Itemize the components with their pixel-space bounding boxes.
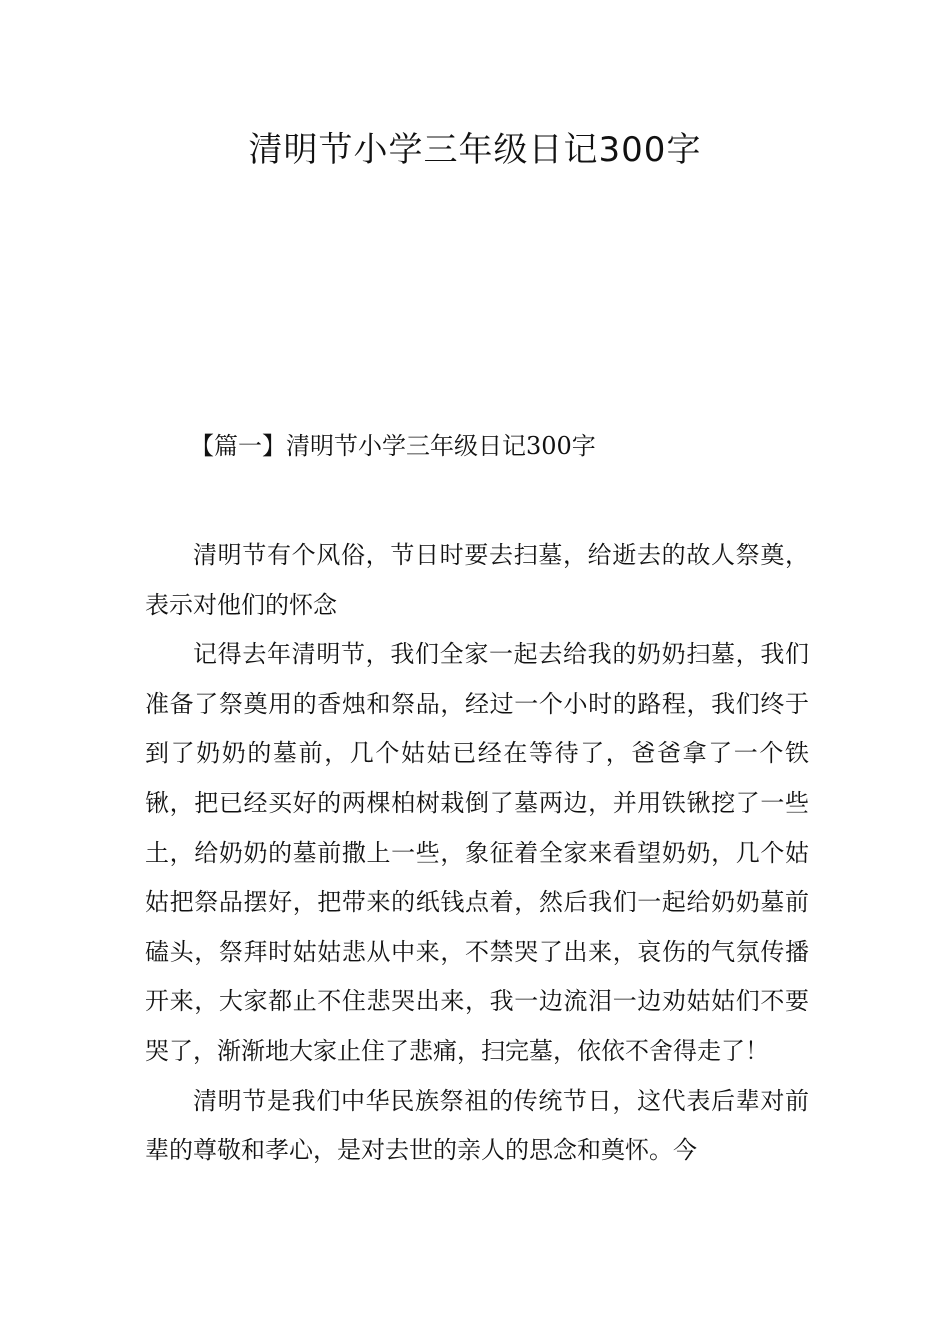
document-title: 清明节小学三年级日记300字 (248, 130, 702, 170)
body-text (145, 531, 809, 1176)
paragraph-1: 清明节有个风俗，节日时要去扫墓，给逝去的故人祭奠，表示对他们的怀念 (145, 541, 809, 619)
section-heading: 【篇一】清明节小学三年级日记300字 (190, 432, 596, 460)
paragraph-3: 清明节是我们中华民族祭祖的传统节日，这代表后辈对前辈的尊敬和孝心，是对去世的亲人的思念和奠怀。今 (145, 1086, 809, 1165)
paragraph-2: 记得去年清明节，我们全家一起去给我的奶奶扫墓，我们准备了祭奠用的香烛和祭品，经过一个小时的路程，我们终于到了奶奶的墓前，几个姑姑已经在等待了，爸爸拿了一个铁锹，把已经买好的两棵柏树栽倒了墓两边，并用铁锹挖了一些土，给奶奶的墓前撒上一些，象征着全家来看望奶奶，几个姑姑把祭品摆好，把带来的纸钱点着，然后我们一起给奶奶墓前磕头，祭拜时姑姑悲从中来，不禁哭了出来，哀伤的气氛传播开来，大家都止不住悲哭出来，我一边流泪一边劝姑姑们不要哭了，渐渐地大家止住了悲痛，扫完墓，依依不舍得走了！ (145, 640, 809, 1065)
